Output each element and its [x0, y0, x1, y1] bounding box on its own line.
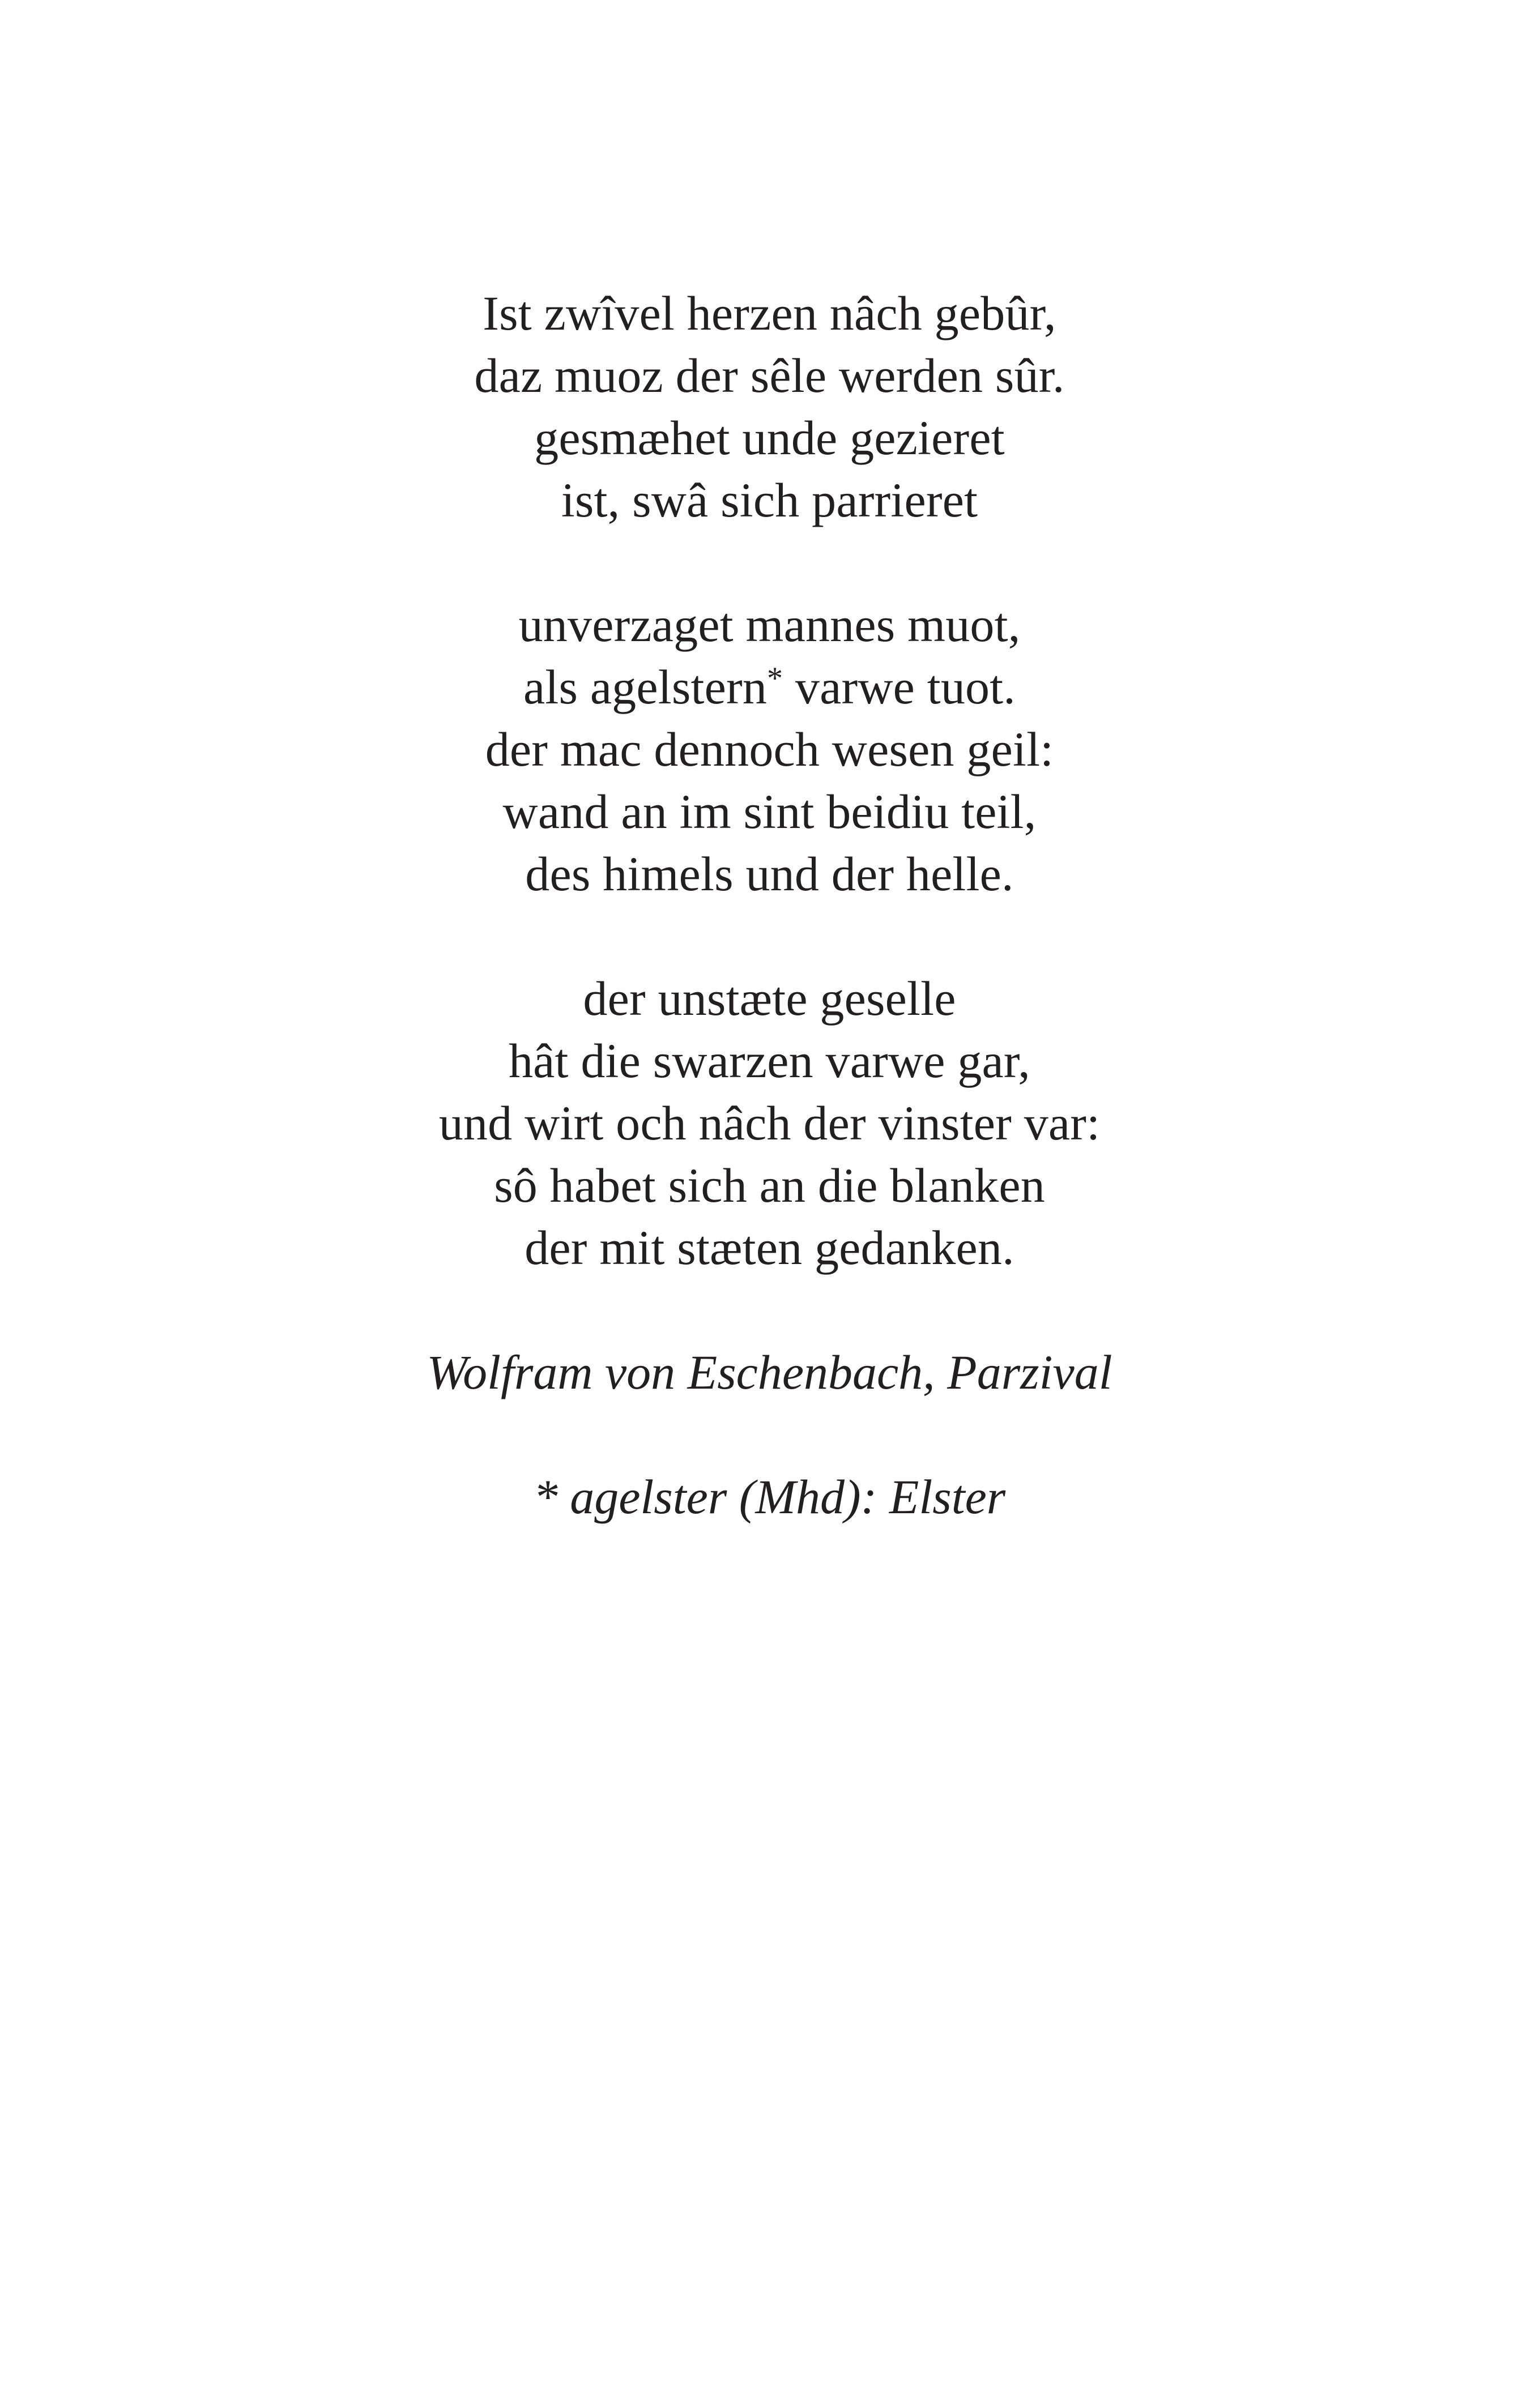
poem-line: wand an im sint beidiu teil,	[502, 784, 1037, 839]
poem-line: gesmæhet unde gezieret	[534, 411, 1005, 465]
poem-line: und wirt och nâch der vinster var:	[438, 1096, 1101, 1150]
poem-line-with-footnote	[0, 656, 1539, 718]
stanza-1	[0, 282, 1539, 531]
poem	[0, 282, 1539, 1528]
poem-line: daz muoz der sêle werden sûr.	[474, 348, 1065, 403]
poem-line: der mit stæten gedanken.	[525, 1220, 1014, 1275]
poem-line: hât die swarzen varwe gar,	[508, 1034, 1030, 1088]
poem-line-start: als agelstern	[523, 660, 768, 714]
poem-line-end: varwe tuot.	[783, 660, 1016, 714]
poem-line: Ist zwîvel herzen nâch gebûr,	[483, 286, 1056, 340]
poem-line: der mac dennoch wesen geil:	[485, 722, 1054, 776]
attribution: Wolfram von Eschenbach, Parzival	[427, 1345, 1112, 1399]
stanza-3	[0, 967, 1539, 1279]
poem-line: ist, swâ sich parrieret	[561, 473, 978, 527]
stanza-2	[0, 594, 1539, 905]
poem-line: des himels und der helle.	[525, 847, 1014, 901]
footnote: * agelster (Mhd): Elster	[533, 1470, 1006, 1524]
footnote-marker: *	[767, 661, 783, 696]
poem-line: der unstæte geselle	[583, 971, 956, 1026]
poem-line: sô habet sich an die blanken	[494, 1158, 1045, 1212]
poem-line: unverzaget mannes muot,	[518, 597, 1021, 652]
